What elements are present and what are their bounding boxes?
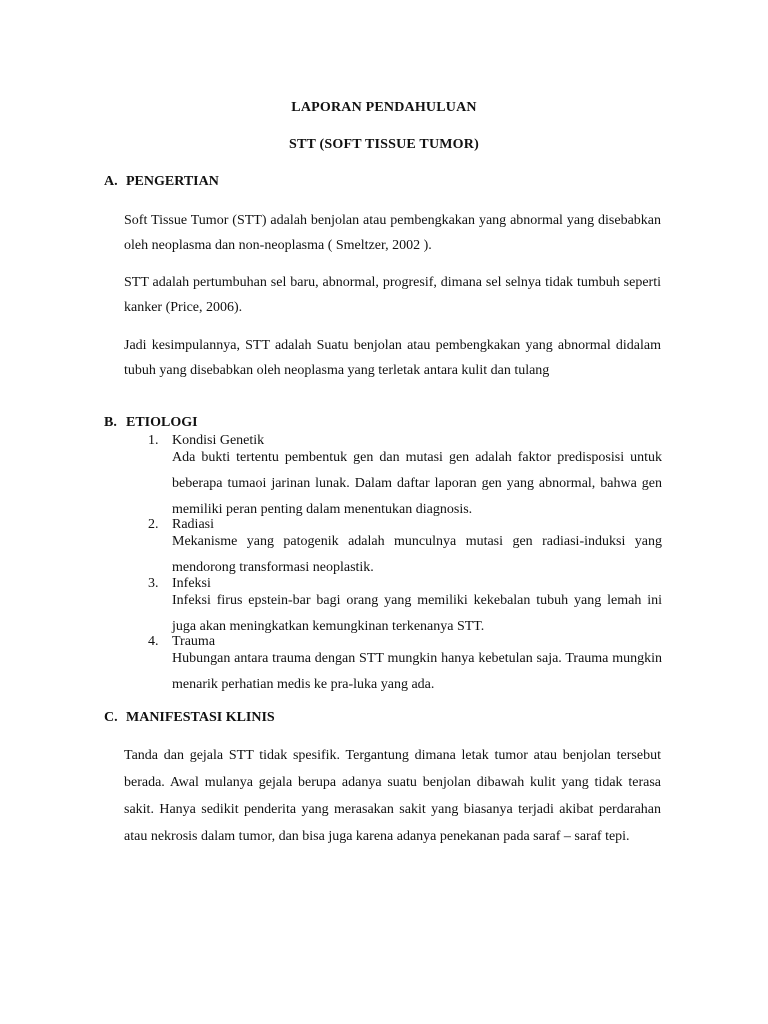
section-a-letter: A.	[104, 174, 118, 189]
section-b-letter: B.	[104, 415, 117, 430]
section-c-title: MANIFESTASI KLINIS	[126, 710, 275, 725]
etiologi-item-label: Radiasi	[172, 517, 214, 532]
etiologi-item-body: Infeksi firus epstein-bar bagi orang yang memiliki kekebalan tubuh yang lemah ini juga akan meningkatkan kemungkinan terkenanya STT.	[172, 593, 662, 634]
document-subtitle: STT (SOFT TISSUE TUMOR)	[289, 137, 479, 152]
section-c-heading	[104, 710, 275, 726]
etiologi-item-number: 1.	[148, 433, 159, 448]
section-c-letter: C.	[104, 710, 118, 725]
etiologi-item-body: Mekanisme yang patogenik adalah munculnya mutasi gen radiasi-induksi yang mendorong transformasi neoplastik.	[172, 534, 662, 575]
section-a-heading	[104, 174, 219, 190]
etiologi-item-label: Trauma	[172, 634, 216, 649]
pengertian-paragraph-2: STT adalah pertumbuhan sel baru, abnormal, progresif, dimana sel selnya tidak tumbuh seperti kanker (Price, 2006).	[124, 275, 661, 315]
etiologi-item-number: 3.	[148, 576, 159, 591]
section-a-title: PENGERTIAN	[126, 174, 219, 189]
etiologi-item-number: 2.	[148, 517, 159, 532]
manifestasi-paragraph: Tanda dan gejala STT tidak spesifik. Tergantung dimana letak tumor atau benjolan tersebut berada. Awal mulanya gejala berupa adanya suatu benjolan dibawah kulit yang tidak terasa sakit. Hanya sedikit penderita yang merasakan sakit yang biasanya terjadi akibat perdarahan atau nekrosis dalam tumor, dan bisa juga karena adanya penekanan pada saraf – saraf tepi.	[124, 748, 661, 844]
etiologi-item-label: Kondisi Genetik	[172, 433, 265, 448]
document-title: LAPORAN PENDAHULUAN	[291, 100, 477, 115]
section-b-title: ETIOLOGI	[126, 415, 198, 430]
etiologi-item-number: 4.	[148, 634, 159, 649]
pengertian-paragraph-1: Soft Tissue Tumor (STT) adalah benjolan atau pembengkakan yang abnormal yang disebabkan oleh neoplasma dan non-neoplasma ( Smeltzer, 2002 ).	[124, 213, 661, 253]
section-b-heading	[104, 415, 198, 431]
etiologi-item-body: Hubungan antara trauma dengan STT mungkin hanya kebetulan saja. Trauma mungkin menarik perhatian medis ke pra-luka yang ada.	[172, 651, 662, 692]
etiologi-item-body: Ada bukti tertentu pembentuk gen dan mutasi gen adalah faktor predisposisi untuk beberapa tumaoi jarinan lunak. Dalam daftar laporan gen yang abnormal, bahwa gen memiliki peran penting dalam menentukan diagnosis.	[172, 450, 662, 517]
etiologi-item-label: Infeksi	[172, 576, 211, 591]
pengertian-paragraph-3: Jadi kesimpulannya, STT adalah Suatu benjolan atau pembengkakan yang abnormal didalam tubuh yang disebabkan oleh neoplasma yang terletak antara kulit dan tulang	[124, 338, 661, 378]
